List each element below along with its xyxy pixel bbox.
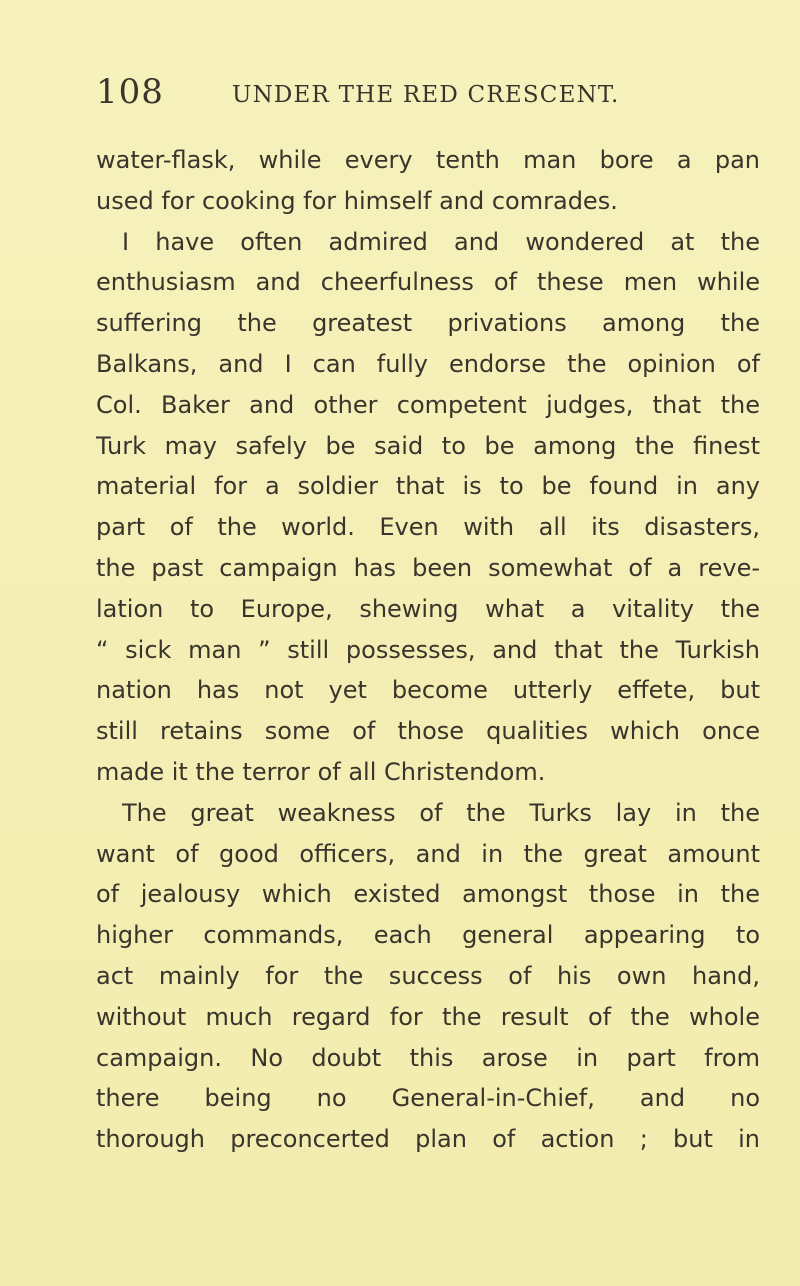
text-line: water-flask, while every tenth man bore a pan (96, 146, 760, 174)
text-line: the past campaign has been somewhat of a reve- (96, 553, 760, 582)
page-header (96, 72, 756, 120)
text-line: used for cooking for himself and comrades. (96, 186, 618, 215)
text-line: suffering the greatest privations among the (96, 309, 760, 338)
text-line: still retains some of those qualities which once (96, 717, 760, 746)
text-line: campaign. No doubt this arose in part from (96, 1043, 760, 1072)
text-line: Balkans, and I can fully endorse the opinion of (96, 349, 760, 378)
text-line: of jealousy which existed amongst those in the (96, 880, 760, 909)
text-line: part of the world. Even with all its disasters, (96, 513, 760, 542)
text-line: without much regard for the result of the whole (96, 1002, 760, 1031)
text-line: I have often admired and wondered at the (122, 227, 760, 256)
text-line: material for a soldier that is to be found in any (96, 472, 760, 501)
text-line: Turk may safely be said to be among the finest (96, 431, 760, 460)
text-line: enthusiasm and cheerfulness of these men while (96, 268, 760, 297)
text-line: Col. Baker and other competent judges, that the (96, 390, 760, 419)
text-line: want of good officers, and in the great amount (96, 839, 760, 868)
page-number: 108 (96, 72, 164, 112)
text-line: made it the terror of all Christendom. (96, 757, 546, 786)
text-line: act mainly for the success of his own hand, (96, 961, 760, 990)
text-line: there being no General-in-Chief, and no (96, 1084, 760, 1113)
running-head: UNDER THE RED CRESCENT. (232, 82, 620, 108)
text-line: nation has not yet become utterly effete, but (96, 676, 760, 705)
text-line: higher commands, each general appearing to (96, 921, 760, 950)
body-text (96, 140, 760, 1160)
text-line: “ sick man ” still possesses, and that the Turkish (96, 635, 760, 664)
text-line: thorough preconcerted plan of action ; but in (96, 1125, 760, 1154)
text-line: The great weakness of the Turks lay in the (122, 798, 760, 827)
text-line: lation to Europe, shewing what a vitality the (96, 594, 760, 623)
